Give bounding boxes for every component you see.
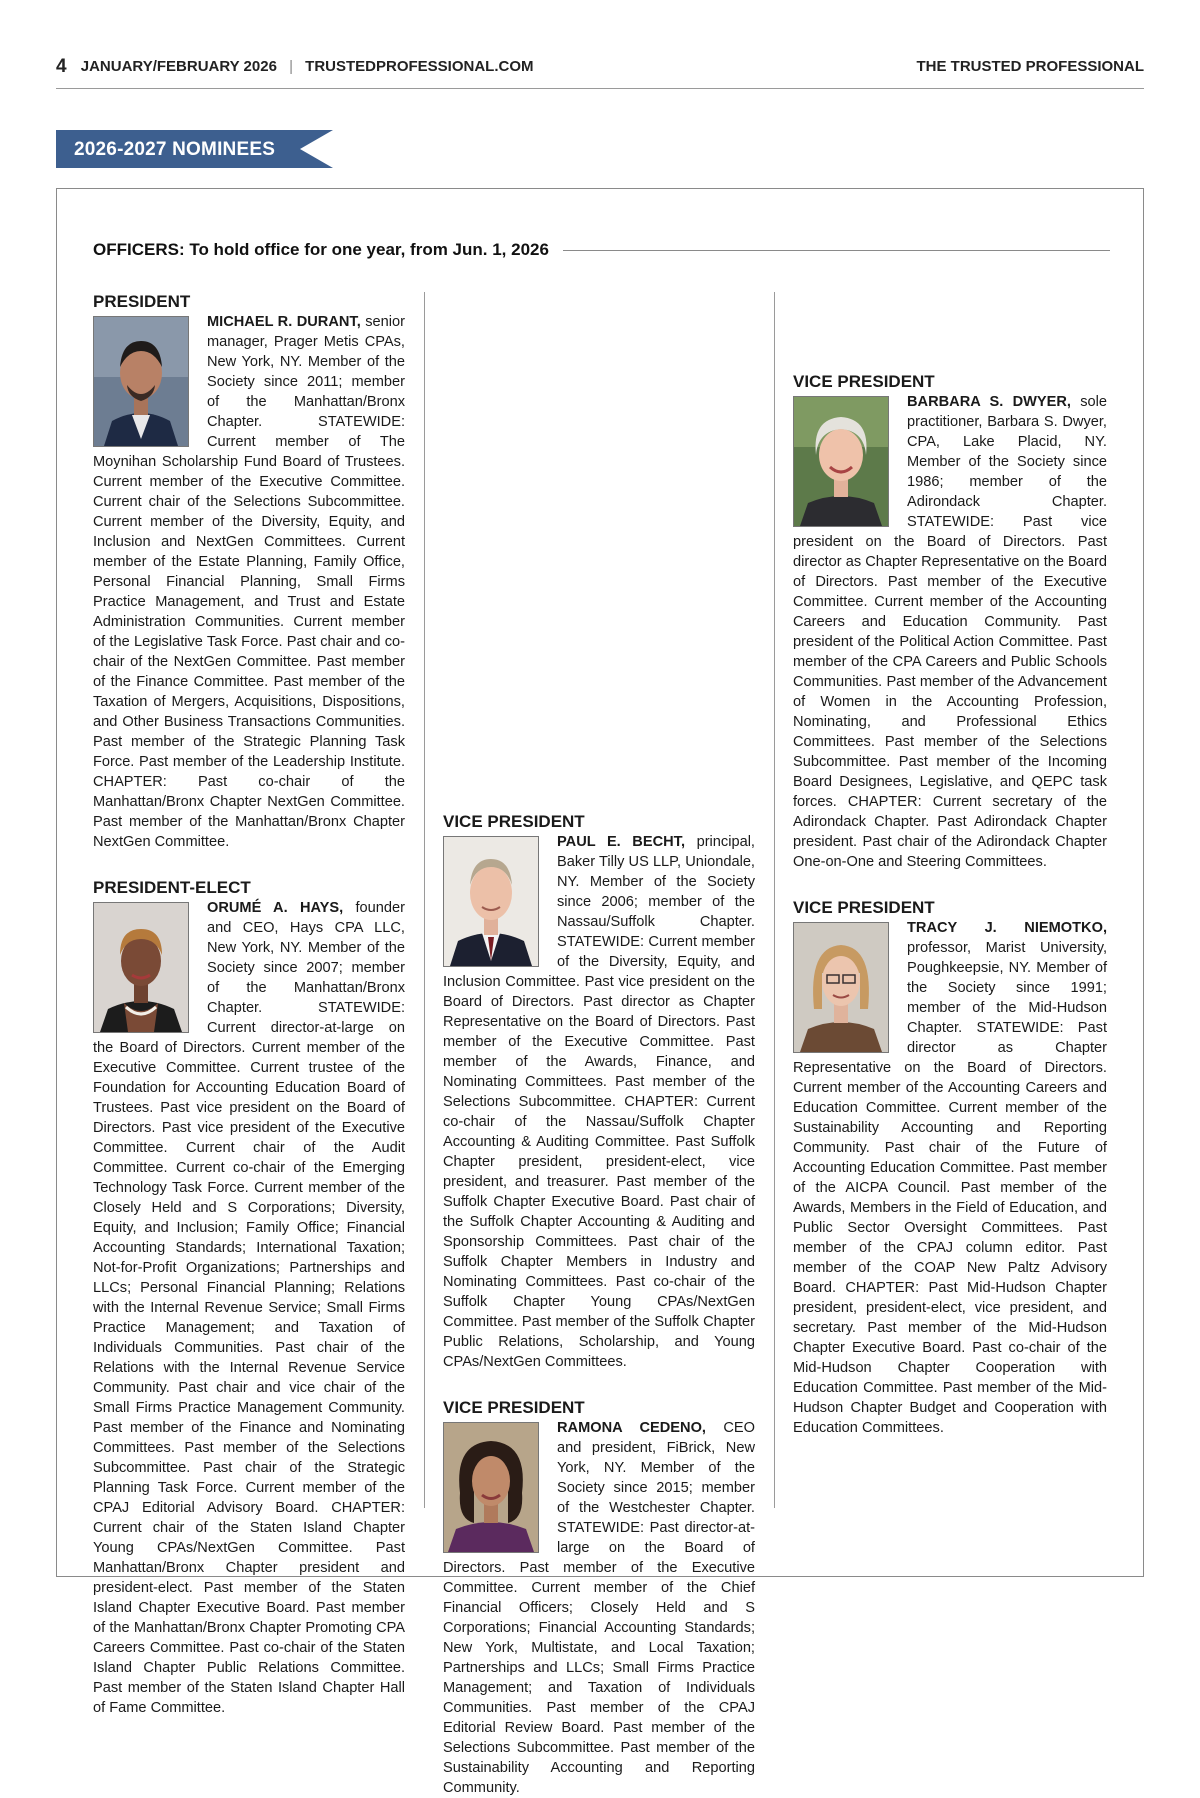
nominee-photo-hays — [93, 902, 189, 1033]
role-heading: VICE PRESIDENT — [443, 812, 585, 831]
header-rule — [56, 88, 1144, 89]
column-divider — [774, 292, 775, 1508]
column-divider — [424, 292, 425, 1508]
header-separator: | — [289, 58, 293, 75]
role-heading: PRESIDENT — [93, 292, 191, 311]
nominee-photo-dwyer — [793, 396, 889, 527]
role-heading: VICE PRESIDENT — [443, 1398, 585, 1417]
officers-rule — [563, 250, 1110, 251]
nominee-bio-text: founder and CEO, Hays CPA LLC, New York, NY. Member of the Society since 2007; member of the Manhattan/Bronx Chapter. STATEWIDE: Current director-at-large on the Board of Directors. Current member of the Executive Committee. Current trustee of the Foundation for Accounting Education Board of Trustees. Past vice president on the Board of Directors. Past vice president of the Executive Committee. Current chair of the Audit Committee. Current co-chair of the Emerging Technology Task Force. Current member of the Closely Held and S Corporations; Diversity, Equity, and Inclusion; Family Office; Financial Accounting Standards; International Taxation; Not-for-Profit Organizations; Partnerships and LLCs; Personal Financial Planning; Relations with the Internal Revenue Service; Small Firms Practice Management; and Taxation of Individuals Communities. Past chair of the Relations with the Internal Revenue Service Community. Past chair and vice chair of the Small Firms Practice Management Community. Past member of the Finance and Nominating Committees. Past member of the Selections Subcommittee. Past chair of the Strategic Planning Task Force. Current member of the CPAJ Editorial Advisory Board. CHAPTER: Current chair of the Staten Island Chapter Young CPAs/NextGen Committee. Past Manhattan/Bronx Chapter president and president-elect. Past member of the Staten Island Chapter Executive Board. Past member of the Manhattan/Bronx Chapter Promoting CPA Careers Committee. Past co-chair of the Staten Island Chapter Public Relations Committee. Past member of the Staten Island Chapter Hall of Fame Committee. — [93, 900, 405, 1716]
nominee-name: RAMONA CEDENO, — [557, 1420, 706, 1436]
nominee-name: ORUMÉ A. HAYS, — [207, 900, 344, 916]
nominee-bio-text: sole practitioner, Barbara S. Dwyer, CPA, Lake Placid, NY. Member of the Society since 1986; member of the Adirondack Chapter. STATEWIDE: Past vice president on the Board of Directors. Past director as Chapter Representative on the Board of Directors. Past member of the Executive Committee. Current member of the Accounting Careers and Education Community. Past president of the Political Action Committee. Past member of the CPA Careers and Public Schools Communities. Past member of the Advancement of Women in the Accounting Profession, Nominating, and Professional Ethics Committees. Past member of the Selections Subcommittee. Past member of the Incoming Board Designees, Legislative, and QEPC task forces. CHAPTER: Current secretary of the Adirondack Chapter. Past Adirondack Chapter president. Past chair of the Adirondack Chapter One-on-One and Steering Committees. — [793, 394, 1107, 870]
section-banner — [56, 130, 333, 168]
column-3 — [793, 292, 1107, 1438]
nominee-bio-text: senior manager, Prager Metis CPAs, New York, NY. Member of the Society since 2011; member of the Manhattan/Bronx Chapter. STATEWIDE: Current member of The Moynihan Scholarship Fund Board of Trustees. Current member of the Executive Committee. Current chair of the Selections Subcommittee. Current member of the Diversity, Equity, and Inclusion and NextGen Committees. Current member of the Estate Planning, Family Office, Personal Financial Planning, Small Firms Practice Management, and Trust and Estate Administration Communities. Current member of the Legislative Task Force. Past chair and co-chair of the NextGen Committee. Past member of the Finance Committee. Past member of the Taxation of Mergers, Acquisitions, Dispositions, and Other Business Transactions Communities. Past member of the Strategic Planning Task Force. Past member of the Leadership Institute. CHAPTER: Past co-chair of the Manhattan/Bronx Chapter NextGen Committee. Past member of the Manhattan/Bronx Chapter NextGen Committee. — [93, 314, 405, 850]
nominee-bio-text: principal, Baker Tilly US LLP, Uniondale, NY. Member of the Society since 2006; member of the Nassau/Suffolk Chapter. STATEWIDE: Current member of the Diversity, Equity, and Inclusion Committee. Past vice president on the Board of Directors. Past director as Chapter Representative on the Board of Directors. Past member of the Executive Committee. Past member of the Awards, Finance, and Nominating Committees. Past member of the Selections Subcommittee. CHAPTER: Current co-chair of the Nassau/Suffolk Chapter Accounting & Auditing Committee. Past Suffolk Chapter president, president-elect, vice president, and treasurer. Past member of the Suffolk Chapter Executive Board. Past chair of the Suffolk Chapter Accounting & Auditing and Sponsorship Committees. Past chair of the Suffolk Chapter Members in Industry and Nominating Committees. Past co-chair of the Suffolk Chapter Young CPAs/NextGen Committee. Past member of the Suffolk Chapter Public Relations, Scholarship, and Young CPAs/NextGen Committees. — [443, 834, 755, 1370]
column-2 — [443, 292, 755, 1798]
nominee-photo-becht — [443, 836, 539, 967]
nominee-bio-text: professor, Marist University, Poughkeepsie, NY. Member of the Society since 1991; member of the Mid-Hudson Chapter. STATEWIDE: Past director as Chapter Representative on the Board of Directors. Current member of the Accounting Careers and Education Committee. Current member of the Sustainability Accounting and Reporting Community. Past chair of the Future of Accounting Education Committee. Past member of the AICPA Council. Past member of the Awards, Members in the Field of Education, and Public Sector Oversight Committees. Past member of the CPAJ column editor. Past member of the COAP New Paltz Advisory Board. CHAPTER: Past Mid-Hudson Chapter president, president-elect, vice president, and secretary. Past member of the Mid-Hudson Chapter Executive Board. Past co-chair of the Mid-Hudson Chapter Cooperation with Education Committee. Past member of the Mid-Hudson Chapter Budget and Cooperation with Education Committees. — [793, 940, 1107, 1436]
page-number: 4 — [56, 56, 67, 77]
column-1 — [93, 292, 405, 1718]
banner-label: 2026-2027 NOMINEES — [74, 139, 276, 160]
role-heading: PRESIDENT-ELECT — [93, 878, 251, 897]
role-heading: VICE PRESIDENT — [793, 372, 935, 391]
nominee-name: MICHAEL R. DURANT, — [207, 314, 361, 330]
issue-date: JANUARY/FEBRUARY 2026 — [80, 58, 277, 75]
nominee-photo-durant — [93, 316, 189, 447]
nominee-name: BARBARA S. DWYER, — [907, 394, 1071, 410]
nominee-photo-cedeno — [443, 1422, 539, 1553]
nominee-name: PAUL E. BECHT, — [557, 834, 686, 850]
site-url: TRUSTEDPROFESSIONAL.COM — [305, 58, 534, 75]
nominee-name: TRACY J. NIEMOTKO, — [907, 920, 1107, 936]
role-heading: VICE PRESIDENT — [793, 898, 935, 917]
nominee-photo-niemotko — [793, 922, 889, 1053]
nominee-bio-text: CEO and president, FiBrick, New York, NY. Member of the Society since 2015; member of the Westchester Chapter. STATEWIDE: Past director-at-large on the Board of Directors. Past member of the Executive Committee. Current member of the Chief Financial Officers; Closely Held and S Corporations; Financial Accounting Standards; New York, Multistate, and Local Taxation; Partnerships and LLCs; Small Firms Practice Management; and Taxation of Individuals Communities. Past member of the CPAJ Editorial Review Board. Past member of the Selections Subcommittee. Past member of the Sustainability Accounting and Reporting Community. — [443, 1420, 755, 1796]
header-left — [56, 56, 534, 78]
publication-name: THE TRUSTED PROFESSIONAL — [916, 58, 1144, 75]
page-header — [56, 52, 1144, 78]
officers-heading: OFFICERS: To hold office for one year, from Jun. 1, 2026 — [93, 240, 549, 259]
